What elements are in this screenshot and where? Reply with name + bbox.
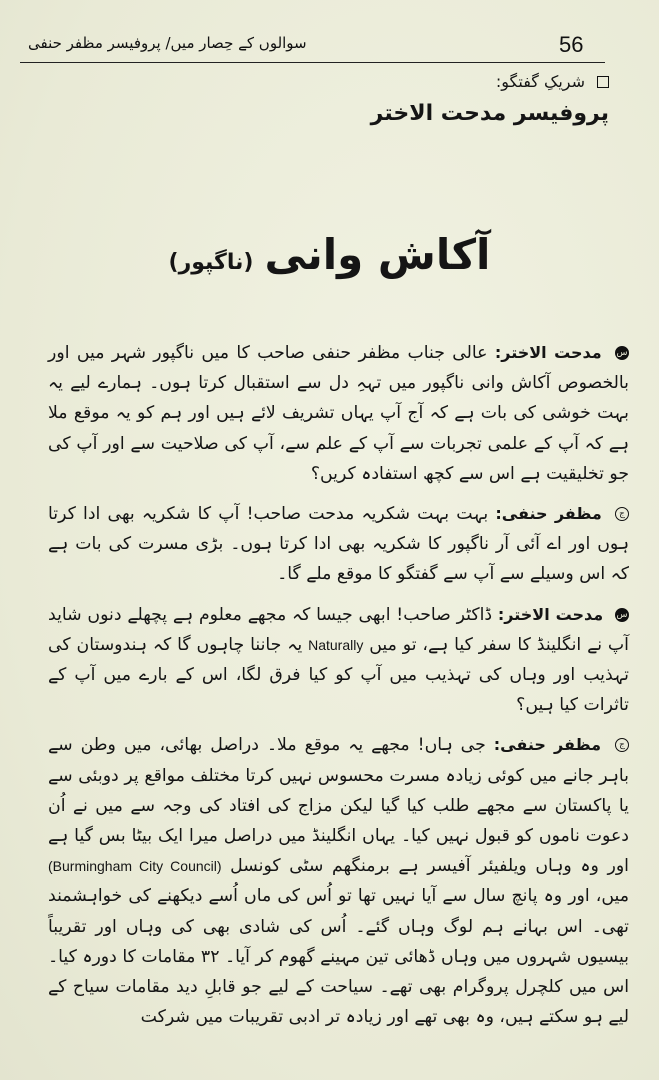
paragraph-text-before: جی ہاں! مجھے یہ موقع ملا۔ دراصل بھائی، میں وطن سے باہر جانے میں کوئی زیادہ مسرت محسوس نہیں کرتا مختلف مواقع پر دوبئی سے یا پاکستان سے مجھے طلب کیا گیا لیکن مزاج کی افتاد کی وجہ سے میں نے اُن دعوت ناموں کو قبول نہیں کیا۔ یہاں انگلینڈ میں دراصل میرا ایک بیٹا بس گیا ہے اور وہ وہاں ویلفیئر آفیسر ہے برمنگھم سٹی کونسل — [48, 735, 629, 877]
paragraph-text-after: میں، اور وہ پانچ سال سے آیا نہیں تھا تو اُس کی ماں اُسے دیکھنے کی خواہشمند تھی۔ اس بہانے ہم لوگ وہاں گئے۔ اُس کی شادی بھی کی وہاں اور تقریباً بیسیوں شہروں میں وہاں ڈھائی تین مہینے گھوم کر آیا۔ ۳۲ مقامات کا دورہ کیا۔ اس میں کلچرل پروگرام بھی تھے۔ سیاحت کے لیے جو قابلِ دید مقامات سیاح کے لیے ہو سکتے ہیں، وہ بھی تھے اور زیادہ تر ادبی تقریبات میں شرکت — [48, 886, 629, 1028]
page-number: 56 — [559, 32, 584, 57]
latin-phrase: (Burmingham City Council) — [48, 858, 222, 875]
question-bullet-icon: س — [616, 609, 628, 620]
participant-name: پروفیسر مدحت الاختر — [370, 101, 609, 126]
latin-word: Naturally — [308, 636, 364, 653]
paragraph-question-2 — [48, 600, 629, 721]
checkbox-bullet-icon — [597, 76, 609, 88]
paragraph-text-after: یہ جاننا چاہوں گا کہ ہندوستان کی تہذیب اور وہاں کی تہذیب میں آپ کو کیا فرق لگا، اس کے بارے میں آپ کے تاثرات کیا ہیں؟ — [48, 634, 629, 716]
participant-label-row — [309, 72, 609, 91]
question-bullet-icon: س — [616, 348, 628, 358]
paragraph-text-before: ڈاکٹر صاحب! ابھی جیسا کہ مجھے معلوم ہے پچھلے دنوں شاید آپ نے انگلینڈ کا سفر کیا ہے، تو میں — [48, 604, 629, 655]
speaker-name: مظفر حنفی: — [493, 735, 601, 755]
answer-bullet-icon: ج — [615, 507, 629, 521]
title-main: آکاش وانی — [264, 230, 491, 279]
paragraph-question-1 — [48, 338, 629, 489]
interview-title — [0, 230, 659, 279]
paragraph-text: بہت بہت شکریہ مدحت صاحب! آپ کا شکریہ بھی ادا کرتا ہوں اور اے آئی آر ناگپور کا شکریہ بھی ادا کرتا ہوں۔ بڑی مسرت کی بات ہے کہ اس وسیلے سے آپ سے گفتگو کا موقع ملے گا۔ — [48, 504, 629, 585]
answer-bullet-icon: ج — [615, 738, 629, 752]
interview-body — [48, 338, 629, 1042]
paragraph-answer-2 — [48, 730, 629, 1032]
participant-block — [309, 72, 609, 126]
speaker-name: مدحت الاختر: — [494, 343, 602, 362]
running-title: سوالوں کے حِصار میں/ پروفیسر مظفر حنفی — [28, 34, 307, 52]
paragraph-text: عالی جناب مظفر حنفی صاحب کا میں ناگپور شہر میں اور بالخصوص آکاش وانی ناگپور میں تہہِ دل سے استقبال کرتا ہوں۔ ہمارے لیے یہ بہت خوشی کی بات ہے کہ آج آپ یہاں تشریف لائے ہیں اور ہم کو یہ موقع ملا ہے کہ آپ کے علمی تجربات سے آپ کے علم سے، آپ کی صلاحیت سے اور آپ کی جو تخلیقیت ہے اس سے کچھ استفادہ کریں؟ — [48, 343, 629, 484]
speaker-name: مظفر حنفی: — [495, 504, 602, 524]
participant-label: شریکِ گفتگو: — [495, 72, 585, 91]
speaker-name: مدحت الاختر: — [497, 604, 604, 624]
paragraph-answer-1 — [48, 499, 629, 590]
title-subtitle: (ناگپور) — [168, 250, 254, 275]
running-header — [20, 28, 605, 63]
